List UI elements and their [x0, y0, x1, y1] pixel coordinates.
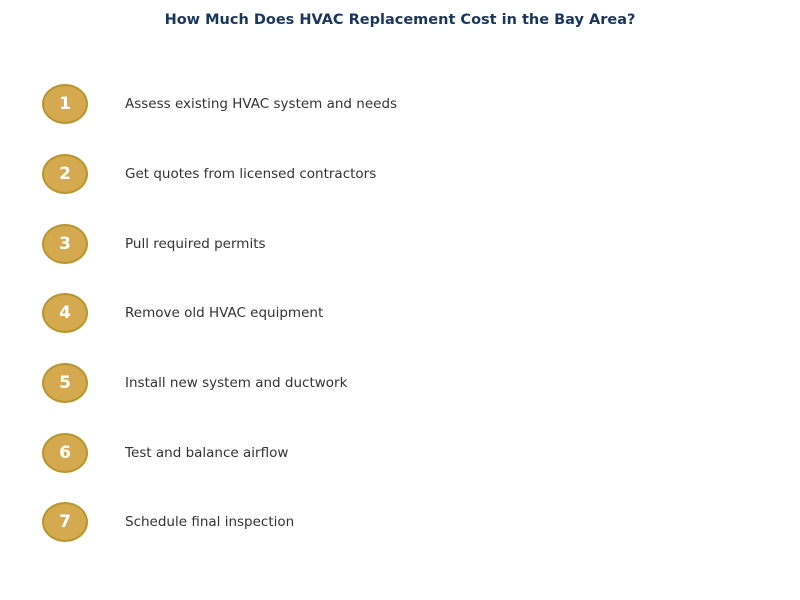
step-item	[42, 293, 542, 337]
step-number-badge: 1	[42, 84, 88, 124]
step-item	[42, 154, 542, 198]
step-item	[42, 224, 542, 268]
step-label: Install new system and ductwork	[125, 375, 348, 391]
step-item	[42, 502, 542, 546]
page-title: How Much Does HVAC Replacement Cost in the Bay Area?	[164, 12, 636, 28]
step-label: Get quotes from licensed contractors	[125, 166, 377, 182]
step-number-badge: 2	[42, 154, 88, 194]
step-item	[42, 363, 542, 407]
step-label: Test and balance airflow	[125, 445, 289, 461]
step-item	[42, 84, 542, 128]
step-number-badge: 6	[42, 433, 88, 473]
step-label: Assess existing HVAC system and needs	[125, 96, 398, 112]
step-number-badge: 7	[42, 502, 88, 542]
step-label: Pull required permits	[125, 236, 266, 252]
step-number-badge: 3	[42, 224, 88, 264]
step-label: Remove old HVAC equipment	[125, 305, 324, 321]
step-item	[42, 433, 542, 477]
step-label: Schedule final inspection	[125, 514, 295, 530]
step-number-badge: 5	[42, 363, 88, 403]
step-number-badge: 4	[42, 293, 88, 333]
